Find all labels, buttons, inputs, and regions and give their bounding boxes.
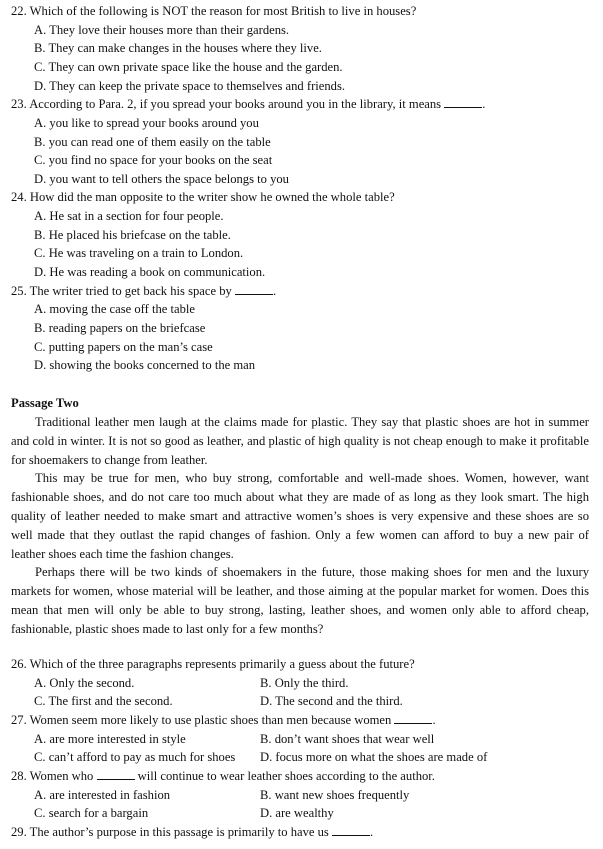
q27-stem: 27. Women seem more likely to use plastic shoes than men because women — [11, 713, 392, 727]
passage-paragraph-1: Traditional leather men laugh at the claims made for plastic. They say that plastic shoes are hot in summer and cold in winter. It is not so good as leather, and plastic of high quality is not cheap enough to make it profitable for shoemakers to change from leather. — [11, 415, 589, 468]
q24-option-c: C. He was traveling on a train to London. — [34, 246, 244, 260]
q28-option-b: B. want new shoes frequently — [260, 788, 410, 802]
q27-option-d: D. focus more on what the shoes are made of — [260, 750, 488, 764]
q25-stem-end: . — [272, 284, 277, 298]
q25-option-b: B. reading papers on the briefcase — [34, 321, 206, 335]
q26-option-a: A. Only the second. — [34, 676, 135, 690]
q26-option-c: C. The first and the second. — [34, 694, 173, 708]
q23-option-b: B. you can read one of them easily on the table — [34, 135, 271, 149]
q25-option-c: C. putting papers on the man’s case — [34, 340, 213, 354]
question-26: 26. Which of the three paragraphs represents primarily a guess about the future? — [11, 657, 415, 671]
q23-option-d: D. you want to tell others the space belongs to you — [34, 172, 289, 186]
q28-option-d: D. are wealthy — [260, 806, 334, 820]
question-28 — [11, 767, 435, 786]
q29-stem: 29. The author’s purpose in this passage is primarily to have us — [11, 825, 329, 839]
q22-option-c: C. They can own private space like the house and the garden. — [34, 60, 343, 74]
q23-stem-end: . — [482, 97, 486, 111]
q25-option-a: A. moving the case off the table — [34, 302, 195, 316]
q26-option-b: B. Only the third. — [260, 676, 349, 690]
passage-paragraph-2: This may be true for men, who buy strong, comfortable and well-made shoes. Women, however, want fashionable shoes, and do not care too much about what they are made of as long as they look smart. The high quality of leather needed to make smart and attractive women’s shoes is very expensive and these shoes are so well made that they outlast the rapid changes of fashion. Only a few women can afford to buy a new pair of leather shoes each time the fashion changes. — [11, 471, 589, 562]
q24-option-d: D. He was reading a book on communication. — [34, 265, 266, 279]
q23-option-a: A. you like to spread your books around you — [34, 116, 259, 130]
answer-blank — [235, 284, 273, 295]
answer-blank — [332, 825, 370, 836]
question-22: 22. Which of the following is NOT the reason for most British to live in houses? — [11, 4, 417, 18]
q22-option-d: D. They can keep the private space to themselves and friends. — [34, 79, 346, 93]
question-29 — [11, 823, 373, 842]
q24-option-b: B. He placed his briefcase on the table. — [34, 228, 231, 242]
q26-option-d: D. The second and the third. — [260, 694, 403, 708]
q23-option-c: C. you find no space for your books on the seat — [34, 153, 273, 167]
q25-stem: 25. The writer tried to get back his space by — [11, 284, 232, 298]
q27-option-a: A. are more interested in style — [34, 732, 186, 746]
q25-option-d: D. showing the books concerned to the man — [34, 358, 256, 372]
question-23 — [11, 95, 485, 114]
q27-option-b: B. don’t want shoes that wear well — [260, 732, 435, 746]
answer-blank — [444, 97, 482, 108]
q22-option-b: B. They can make changes in the houses where they live. — [34, 41, 322, 55]
q24-option-a: A. He sat in a section for four people. — [34, 209, 224, 223]
q29-stem-end: . — [369, 825, 374, 839]
answer-blank — [97, 769, 135, 780]
q28-stem-end: will continue to wear leather shoes according to the author. — [137, 769, 435, 783]
question-24: 24. How did the man opposite to the writer show he owned the whole table? — [11, 190, 395, 204]
question-25 — [11, 282, 276, 301]
question-27 — [11, 711, 436, 730]
q28-stem: 28. Women who — [11, 769, 94, 783]
q27-option-c: C. can’t afford to pay as much for shoes — [34, 750, 236, 764]
q28-option-c: C. search for a bargain — [34, 806, 149, 820]
q22-option-a: A. They love their houses more than their gardens. — [34, 23, 290, 37]
passage-paragraph-3: Perhaps there will be two kinds of shoemakers in the future, those making shoes for men and the luxury markets for women, whose material will be leather, and those aiming at the popular market for women. Does this mean that men will only be able to buy strong, lasting, leather shoes, and women only able to afford cheap, fashionable, plastic shoes made to last only for a few months? — [11, 565, 589, 637]
q27-stem-end: . — [432, 713, 436, 727]
answer-blank — [394, 713, 432, 724]
passage-title: Passage Two — [11, 396, 79, 410]
q23-stem: 23. According to Para. 2, if you spread your books around you in the library, it means — [11, 97, 442, 111]
q28-option-a: A. are interested in fashion — [34, 788, 171, 802]
